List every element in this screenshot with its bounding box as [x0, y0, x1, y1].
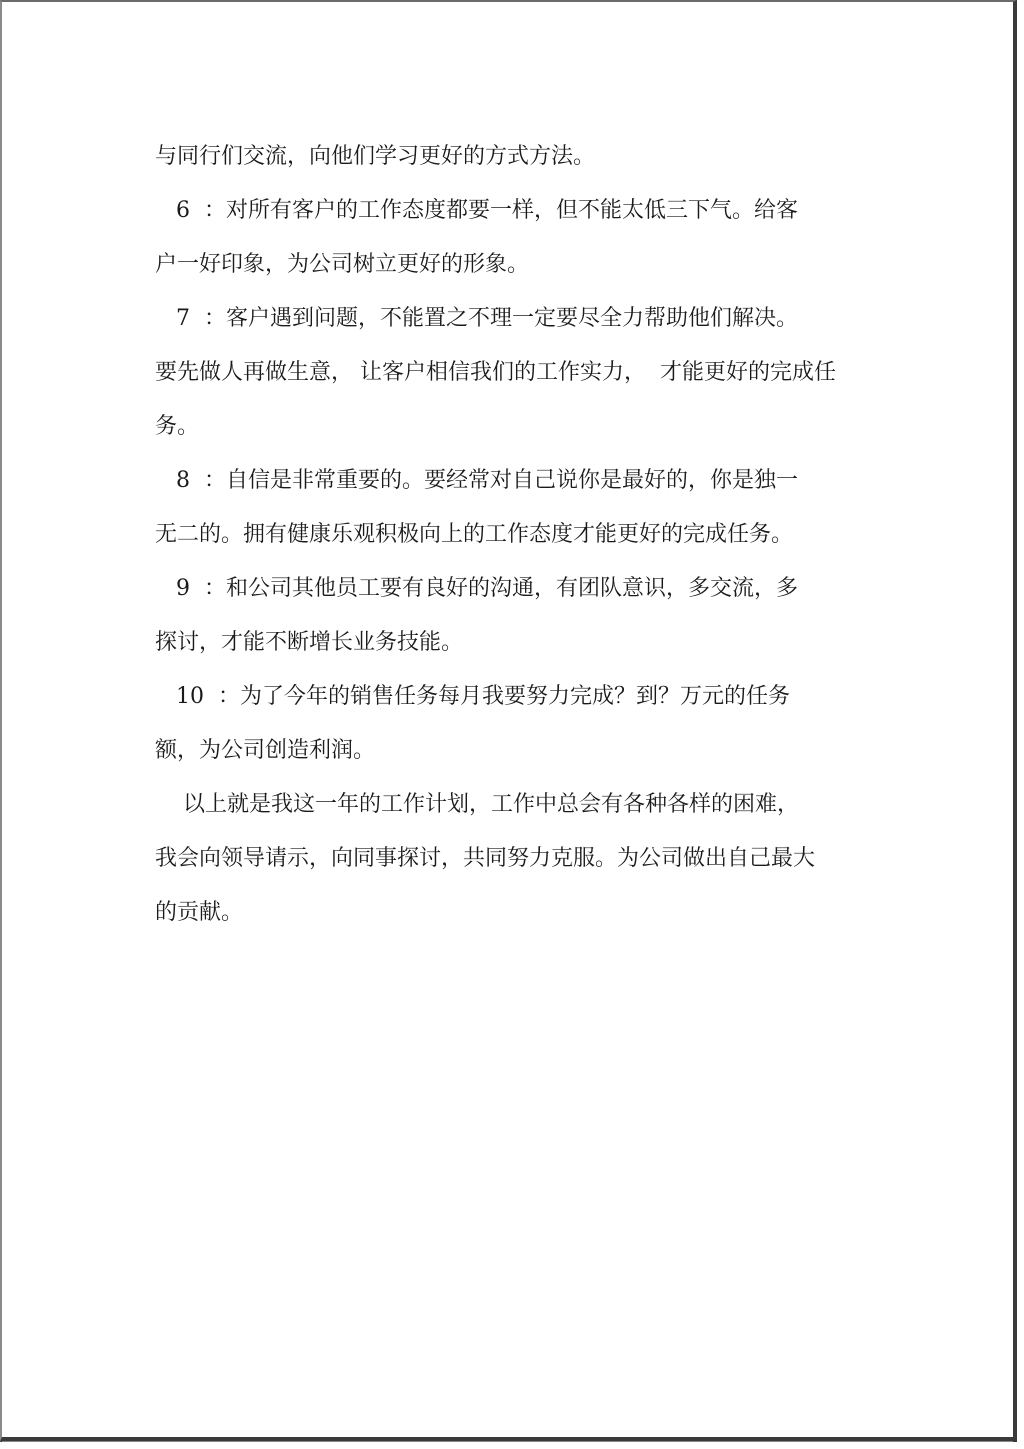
- text-line: 探讨，才能不断增长业务技能。: [155, 630, 464, 655]
- text-line: 户一好印象，为公司树立更好的形象。: [155, 252, 530, 277]
- text-line: 9 ：和公司其他员工要有良好的沟通，有团队意识，多交流，多: [155, 576, 798, 601]
- document-body: [155, 130, 875, 940]
- text-line: 6 ：对所有客户的工作态度都要一样，但不能太低三下气。给客: [155, 198, 798, 223]
- text-line: 与同行们交流，向他们学习更好的方式方法。: [155, 144, 596, 169]
- text-line: 我会向领导请示，向同事探讨，共同努力克服。为公司做出自己最大: [155, 846, 816, 871]
- text-line: 的贡献。: [155, 900, 244, 925]
- text-line: 以上就是我这一年的工作计划，工作中总会有各种各样的困难，: [155, 792, 799, 817]
- text-line: 务。: [155, 414, 200, 439]
- text-line: 8 ：自信是非常重要的。要经常对自己说你是最好的，你是独一: [155, 468, 798, 493]
- text-line: 7 ：客户遇到问题，不能置之不理一定要尽全力帮助他们解决。: [155, 306, 798, 331]
- text-line: 10 ：为了今年的销售任务每月我要努力完成？到？万元的任务: [155, 684, 790, 709]
- text-line: 要先做人再做生意， 让客户相信我们的工作实力， 才能更好的完成任: [155, 360, 836, 385]
- text-line: 无二的。拥有健康乐观积极向上的工作态度才能更好的完成任务。: [155, 522, 794, 547]
- text-line: 额，为公司创造利润。: [155, 738, 376, 763]
